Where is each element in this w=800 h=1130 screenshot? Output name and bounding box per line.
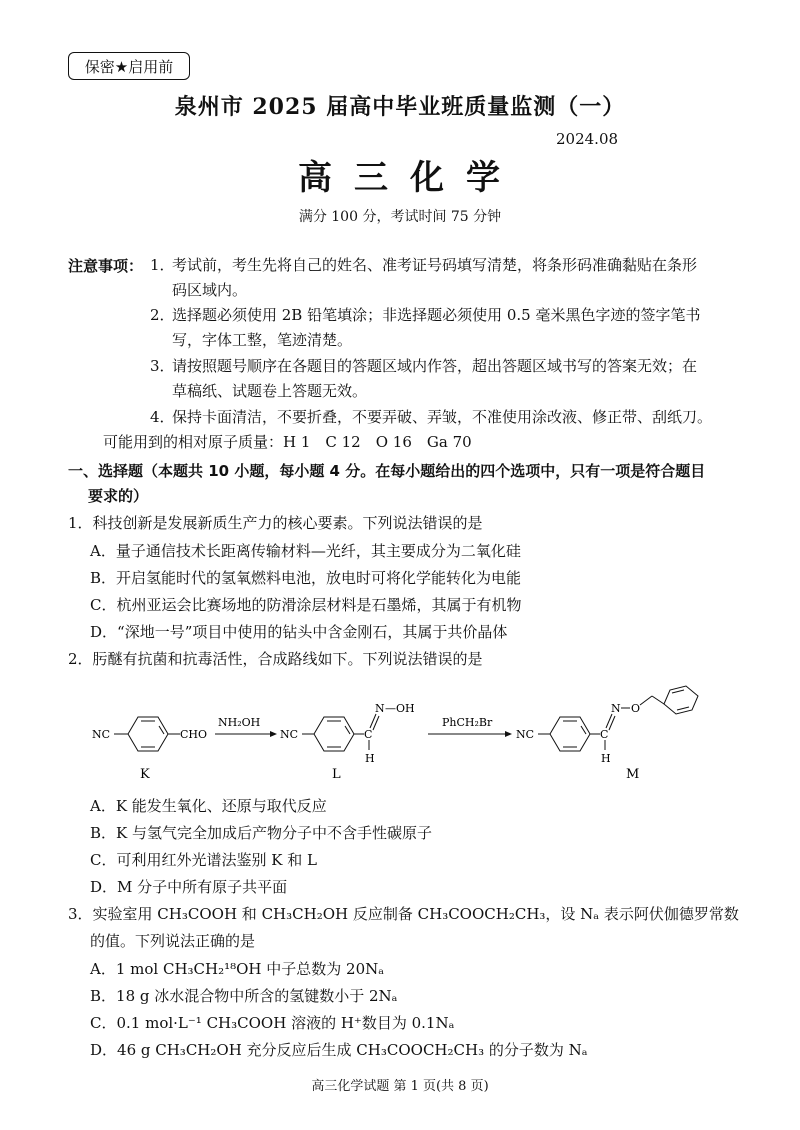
q1-stem: 1．科技创新是发展新质生产力的核心要素。下列说法错误的是 [68, 514, 483, 532]
note-3-line2: 草稿纸、试题卷上答题无效。 [172, 382, 368, 400]
note-4-num: 4． [150, 408, 175, 426]
l-h-label: H [365, 752, 375, 765]
reaction-scheme [80, 672, 720, 792]
m-o-label: O [631, 702, 641, 715]
reagent-nh2oh: NH₂OH [218, 716, 261, 729]
l-oh-label: —OH [385, 702, 415, 715]
l-n-label: N [375, 702, 385, 715]
reagent-phch2br: PhCH₂Br [442, 716, 493, 729]
k-cho-label: CHO [180, 728, 208, 741]
section1-heading: 一、选择题（本题共 10 小题，每小题 4 分。在每小题给出的四个选项中，只有一项是符合题目 [68, 462, 706, 480]
page-footer: 高三化学试题 第 1 页(共 8 页) [311, 1079, 489, 1094]
q3-stem-line2: 的值。下列说法正确的是 [90, 932, 256, 950]
m-n-label: N [611, 702, 621, 715]
l-c-label: C [364, 728, 373, 741]
q1-option-d: D．“深地一号”项目中使用的钻头中含金刚石，其属于共价晶体 [90, 623, 508, 641]
q1-option-a: A．量子通信技术长距离传输材料—光纤，其主要成分为二氧化硅 [90, 542, 521, 560]
m-benzene-ring [550, 717, 590, 751]
q3-option-a: A．1 mol CH₃CH₂¹⁸OH 中子总数为 20Nₐ [90, 960, 385, 978]
note-2-num: 2． [150, 306, 175, 324]
q3-option-b: B．18 g 冰水混合物中所含的氢键数小于 2Nₐ [90, 987, 398, 1005]
note-2-line2: 写，字体工整，笔迹清楚。 [172, 331, 353, 349]
note-1-line1: 考试前，考生先将自己的姓名、准考证号码填写清楚，将条形码准确黏贴在条形 [172, 256, 698, 274]
q2-option-b: B．K 与氢气完全加成后产物分子中不含手性碳原子 [90, 824, 432, 842]
bond [159, 726, 164, 734]
q1-option-b: B．开启氢能时代的氢氧燃料电池，放电时可将化学能转化为电能 [90, 569, 522, 587]
label-m: M [626, 767, 640, 782]
q3-stem-line1: 3．实验室用 CH₃COOH 和 CH₃CH₂OH 反应制备 CH₃COOCH₂CH₃，设 Nₐ 表示阿伏伽德罗常数 [68, 905, 739, 923]
note-1-num: 1． [150, 256, 175, 274]
bond [677, 707, 689, 710]
atomic-masses: 可能用到的相对原子质量：H 1 C 12 O 16 Ga 70 [103, 433, 472, 451]
secret-mark: 保密★启用前 [68, 52, 190, 80]
k-benzene-ring [128, 717, 168, 751]
m-c-label: C [600, 728, 609, 741]
note-4-line1: 保持卡面清洁，不要折叠，不要弄破、弄皱，不准使用涂改液、修正带、刮纸刀。 [172, 408, 713, 426]
note-2-line1: 选择题必须使用 2B 铅笔填涂；非选择题必须使用 0.5 毫米黑色字迹的签字笔书 [172, 306, 701, 324]
arrow-1-head [270, 731, 277, 737]
q1-option-c: C．杭州亚运会比赛场地的防滑涂层材料是石墨烯，其属于有机物 [90, 596, 522, 614]
bond [345, 726, 350, 734]
exam-title: 泉州市 2025 届高中毕业班质量监测（一） [174, 94, 626, 120]
note-3-num: 3． [150, 357, 175, 375]
score-time: 满分 100 分，考试时间 75 分钟 [298, 209, 502, 225]
label-k: K [140, 767, 150, 782]
subject-title: 高三化学 [298, 158, 522, 198]
m-nc-label: NC [516, 728, 535, 741]
note-3-line1: 请按照题号顺序在各题目的答题区域内作答，超出答题区域书写的答案无效；在 [172, 357, 698, 375]
q2-option-a: A．K 能发生氧化、还原与取代反应 [90, 797, 327, 815]
section1-heading-line2: 要求的） [88, 487, 149, 505]
l-benzene-ring [314, 717, 354, 751]
q2-option-d: D．M 分子中所有原子共平面 [90, 878, 288, 896]
bond [581, 726, 586, 734]
notes-label: 注意事项： [68, 257, 144, 275]
m-h-label: H [601, 752, 611, 765]
label-l: L [332, 767, 341, 782]
q3-option-c: C．0.1 mol·L⁻¹ CH₃COOH 溶液的 H⁺数目为 0.1Nₐ [90, 1014, 455, 1032]
bond [640, 696, 652, 705]
note-1-line2: 码区域内。 [172, 281, 248, 299]
exam-date: 2024.08 [556, 130, 619, 148]
l-nc-label: NC [280, 728, 299, 741]
q2-stem: 2．肟醚有抗菌和抗毒活性，合成路线如下。下列说法错误的是 [68, 650, 483, 668]
bond [652, 696, 664, 704]
bond [672, 690, 684, 693]
q2-option-c: C．可利用红外光谱法鉴别 K 和 L [90, 851, 317, 869]
m-benzyl-ring [664, 686, 698, 714]
k-nc-label: NC [92, 728, 111, 741]
q3-option-d: D．46 g CH₃CH₂OH 充分反应后生成 CH₃COOCH₂CH₃ 的分子数为 Nₐ [90, 1041, 588, 1059]
arrow-2-head [505, 731, 512, 737]
